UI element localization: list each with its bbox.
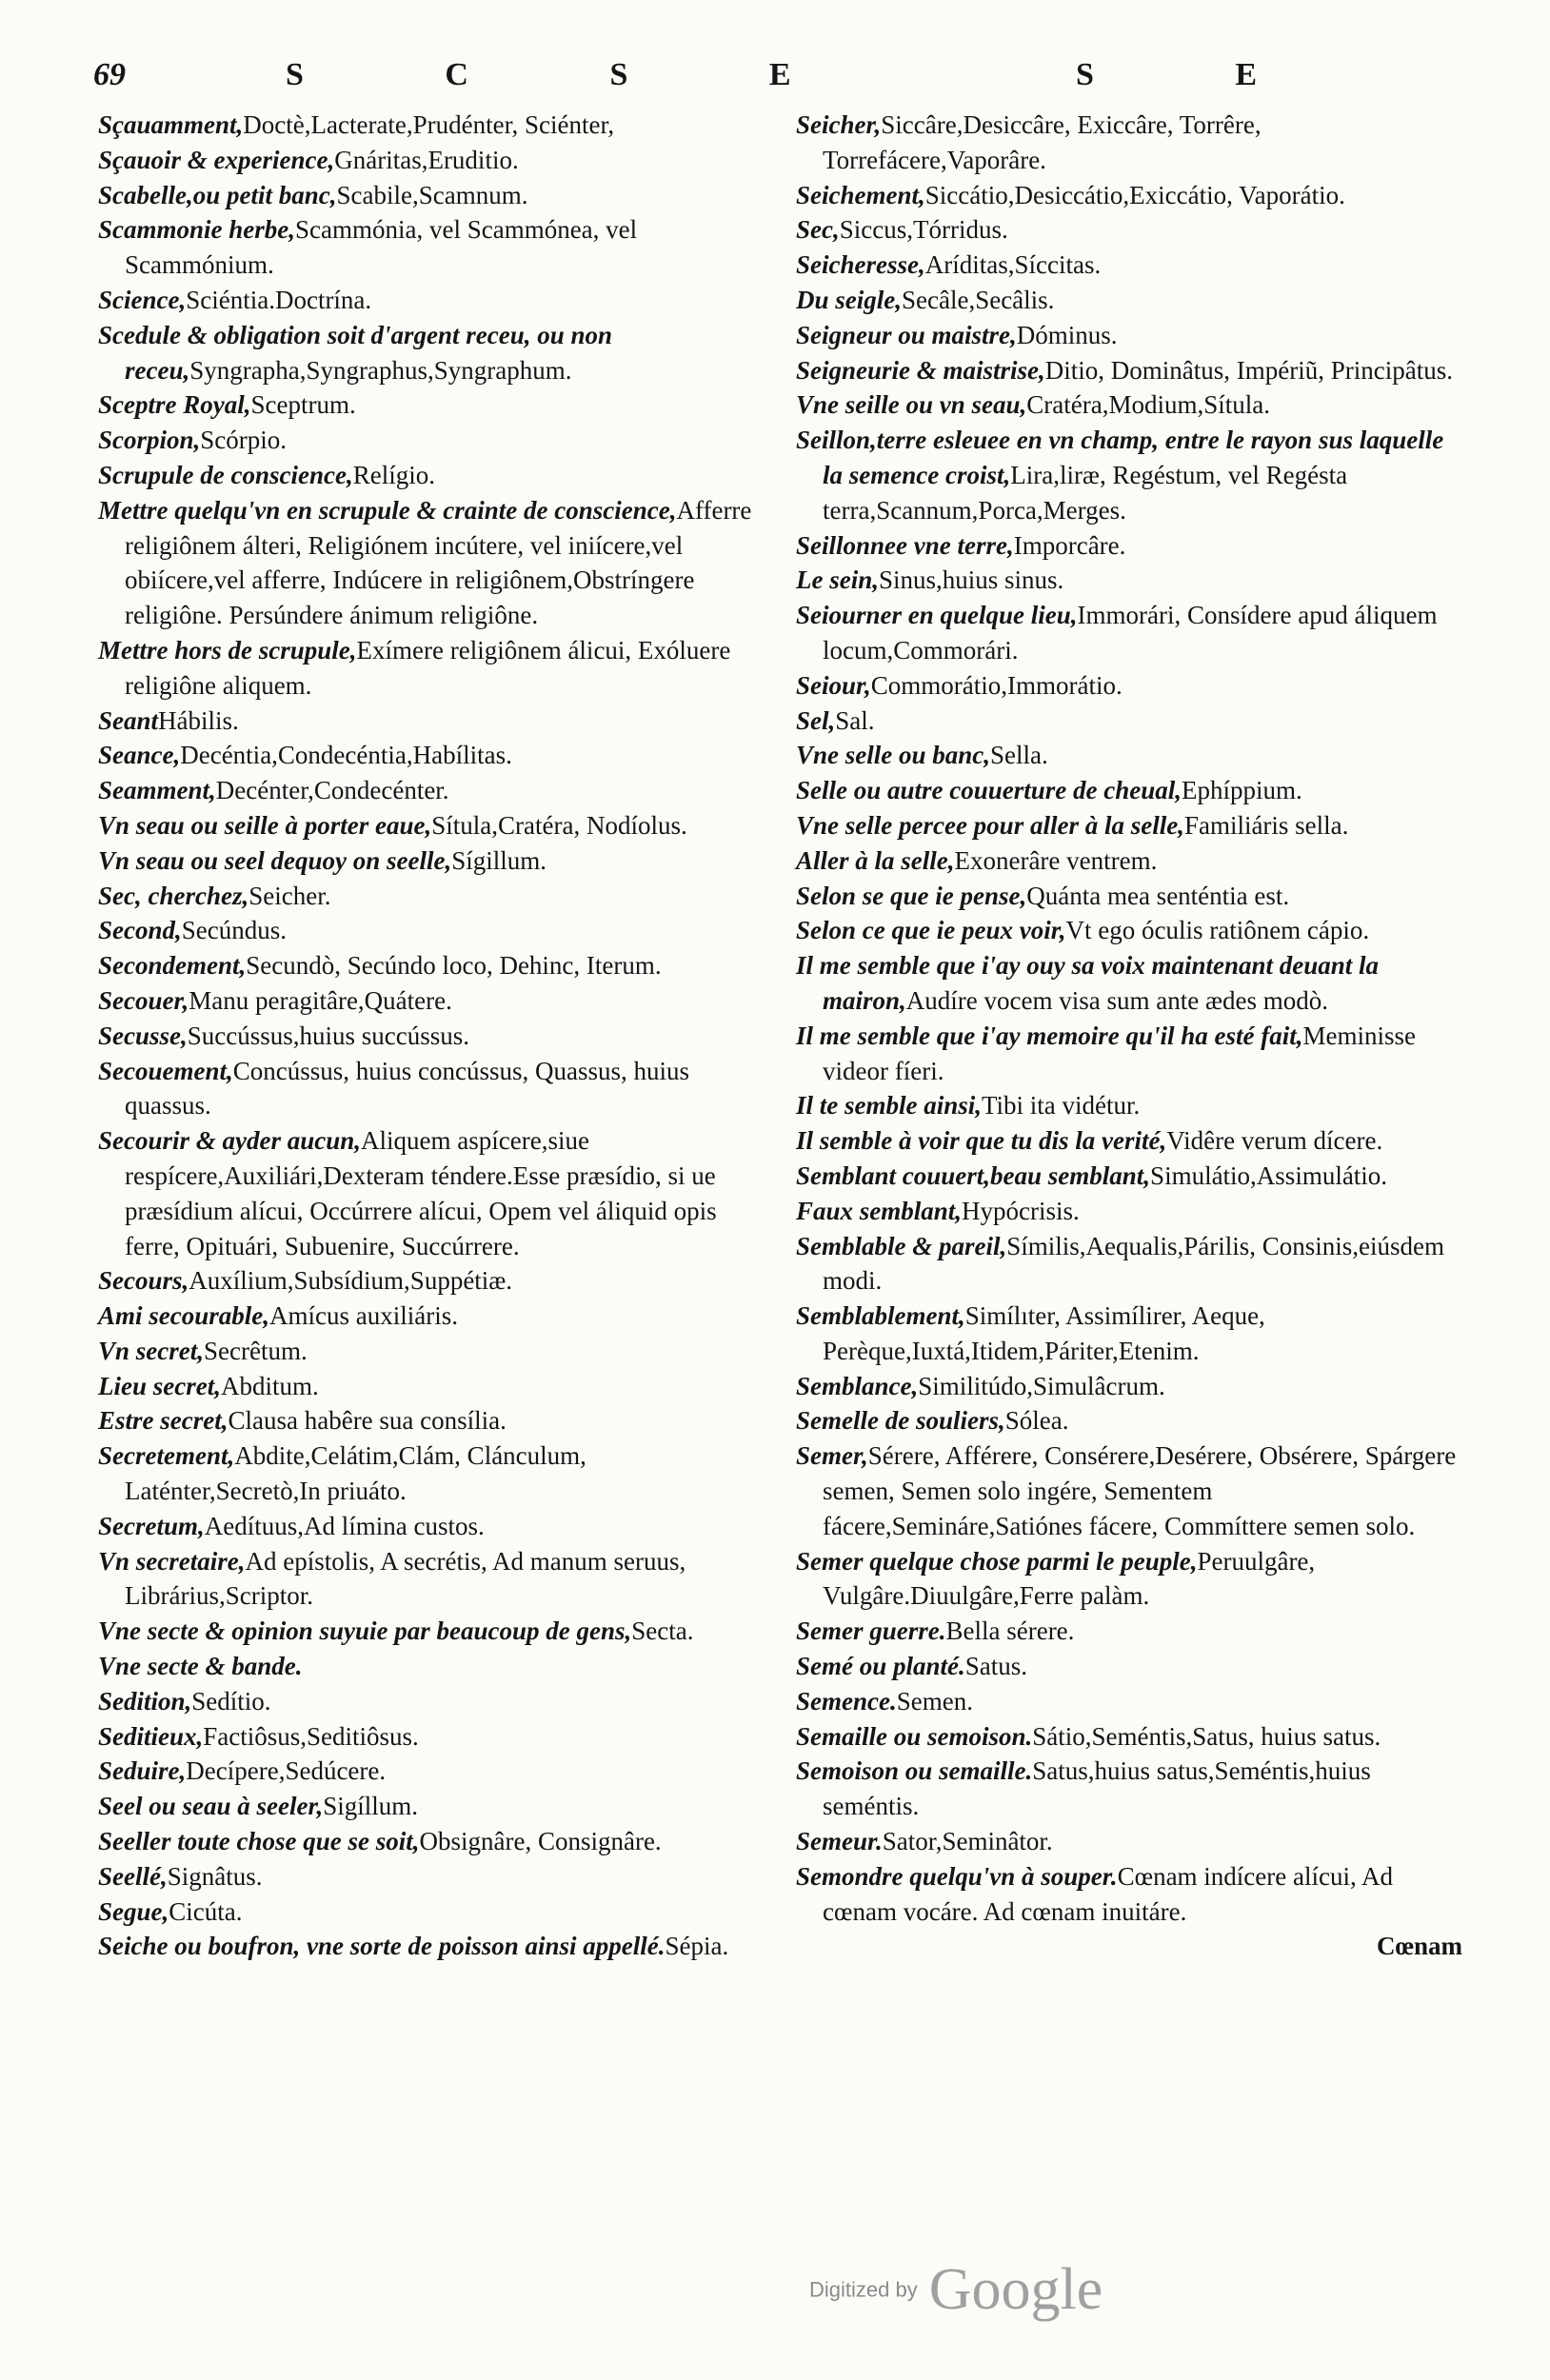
latin-gloss: Afferre religiônem álteri, Religiónem incútere, vel iniícere,vel obiícere,vel afferre, Indúcere in religiônem,Obstríngere religiône. Persúndere ánimum religiône.: [125, 495, 752, 630]
dictionary-entry: [796, 879, 1462, 914]
latin-gloss: Sépia.: [665, 1932, 729, 1961]
dictionary-entry: [98, 283, 765, 318]
dictionary-entry: [98, 1789, 765, 1824]
headword: Sec, cherchez,: [98, 881, 249, 910]
dictionary-entry: [796, 108, 1462, 178]
google-logo-text: Google: [928, 2257, 1103, 2322]
latin-gloss: Syngrapha,Syngraphus,Syngraphum.: [189, 355, 572, 385]
digitization-footer: [809, 2256, 1103, 2323]
headword: Vn seau ou seille à porter eaue,: [98, 810, 432, 840]
latin-gloss: Abdite,Celátim,Clám, Clánculum, Laténter,Secretò,In priuáto.: [125, 1441, 586, 1506]
dictionary-entry: [98, 1123, 765, 1263]
latin-gloss: Bella sérere.: [945, 1616, 1075, 1646]
dictionary-entry: [796, 387, 1462, 423]
latin-gloss: Cratéra,Modium,Sítula.: [1026, 390, 1270, 420]
dictionary-entry: [98, 983, 765, 1019]
page-number: 69: [93, 57, 126, 92]
latin-gloss: Satus.: [964, 1652, 1028, 1681]
headword: Du seigle,: [796, 285, 902, 314]
latin-gloss: Clausa habêre sua consília.: [228, 1406, 507, 1436]
latin-gloss: Decéntia,Condecéntia,Habílitas.: [180, 741, 512, 770]
latin-gloss: Secta.: [631, 1616, 694, 1646]
dictionary-entry: [796, 948, 1462, 1019]
headword: Seamment,: [98, 776, 216, 805]
headword: Semer,: [796, 1441, 868, 1471]
headword: Seicheresse,: [796, 250, 925, 280]
latin-gloss: Immorári, Consídere apud áliquem locum,Commorári.: [823, 601, 1438, 664]
dictionary-entry: [98, 1684, 765, 1719]
latin-gloss: Sigíllum.: [323, 1792, 419, 1821]
headword: Secretum,: [98, 1511, 205, 1540]
headword: Scorpion,: [98, 426, 201, 455]
latin-gloss: Auxílium,Subsídium,Suppétiæ.: [189, 1266, 513, 1296]
latin-gloss: Sella.: [990, 741, 1048, 770]
headword: Seiour,: [796, 670, 871, 700]
latin-gloss: Sígillum.: [451, 845, 547, 875]
latin-gloss: Simulátio,Assimulátio.: [1150, 1160, 1388, 1190]
dictionary-entry: [796, 913, 1462, 948]
headword: Seellé,: [98, 1861, 168, 1891]
latin-gloss: Abditum.: [220, 1371, 319, 1400]
dictionary-entry: [796, 1123, 1462, 1159]
dictionary-entry: [796, 563, 1462, 598]
dictionary-entry: [98, 1649, 765, 1684]
headword: Selon ce que ie peux voir,: [796, 916, 1066, 945]
latin-gloss: Cicúta.: [169, 1896, 243, 1926]
dictionary-entry: [796, 738, 1462, 773]
latin-gloss: Scammónia, vel Scammónea, vel Scammónium.: [125, 215, 638, 280]
dictionary-entry: [796, 353, 1462, 388]
latin-gloss: Secâle,Secâlis.: [902, 285, 1055, 314]
latin-gloss: Hábilis.: [158, 705, 239, 735]
dictionary-entry: [796, 1369, 1462, 1404]
latin-gloss: Satus,huius satus,Seméntis,huius seméntis.: [823, 1756, 1371, 1821]
dictionary-entry: [98, 1369, 765, 1404]
catchword: Cœnam: [1376, 1932, 1462, 1961]
dictionary-entry: [98, 948, 765, 983]
headword: Vn secretaire,: [98, 1546, 246, 1576]
running-head-right: S E: [1076, 57, 1324, 92]
dictionary-entry: [98, 738, 765, 773]
headword: Semondre quelqu'vn à souper.: [796, 1861, 1118, 1891]
dictionary-entry: [98, 143, 765, 178]
dictionary-entry: [796, 1859, 1462, 1930]
dictionary-entry: [98, 458, 765, 493]
headword: Semaille ou semoison.: [796, 1721, 1033, 1751]
headword: Selle ou autre couuerture de cheual,: [796, 776, 1182, 805]
latin-gloss: Scabile,Scamnum.: [336, 180, 528, 209]
headword: Sçauoir & experience,: [98, 145, 335, 174]
dictionary-entry: [796, 1438, 1462, 1543]
headword: Seiche ou boufron, vne sorte de poisson ainsi appellé.: [98, 1932, 666, 1961]
dictionary-entry: [98, 1438, 765, 1509]
headword: Segue,: [98, 1896, 169, 1926]
latin-gloss: Peruulgâre, Vulgâre.Diuulgâre,Ferre palàm.: [823, 1546, 1316, 1611]
latin-gloss: Simílıter, Assimílirer, Aeque, Perèque,Iuxtá,Itidem,Páriter,Etenim.: [823, 1301, 1265, 1365]
dictionary-entry: [796, 1088, 1462, 1123]
latin-gloss: Exonerâre ventrem.: [954, 845, 1158, 875]
latin-gloss: Siccátio,Desiccátio,Exiccátio, Vaporátio.: [924, 180, 1345, 209]
digitized-by-label: Digitized by: [809, 2277, 918, 2302]
headword: Seicher,: [796, 110, 882, 139]
headword: Sel,: [796, 705, 836, 735]
dictionary-entry: [796, 773, 1462, 808]
latin-gloss: Sátio,Seméntis,Satus, huius satus.: [1032, 1721, 1381, 1751]
headword: Seditieux,: [98, 1721, 204, 1751]
dictionary-entry: [796, 1649, 1462, 1684]
headword: Sçauamment,: [98, 110, 244, 139]
latin-gloss: Siccus,Tórridus.: [839, 215, 1008, 245]
latin-gloss: Sérere, Afférere, Consérere,Desérere, Obsérere, Spárgere semen, Semen solo ingére, Sementem fácere,Semináre,Satiónes fácere, Commíttere semen solo.: [823, 1441, 1457, 1540]
latin-gloss: Hypócrisis.: [962, 1196, 1080, 1225]
latin-gloss: Decénter,Condecénter.: [215, 776, 449, 805]
latin-gloss: Sceptrum.: [250, 390, 356, 420]
dictionary-entry: [98, 704, 765, 739]
headword: Semblablement,: [796, 1301, 965, 1331]
latin-gloss: Cœnam indícere alícui, Ad cœnam vocáre. Ad cœnam inuitáre.: [823, 1861, 1393, 1926]
latin-gloss: Ad epístolis, A secrétis, Ad manum seruus, Librárius,Scriptor.: [125, 1546, 686, 1611]
headword: Semblable & pareil,: [796, 1231, 1007, 1260]
headword: Vne selle percee pour aller à la selle,: [796, 810, 1184, 840]
dictionary-entry: [796, 318, 1462, 353]
latin-gloss: Semen.: [896, 1686, 973, 1716]
headword: Scabelle,ou petit banc,: [98, 180, 337, 209]
headword: Secusse,: [98, 1021, 188, 1050]
latin-gloss: Ephíppium.: [1182, 776, 1302, 805]
dictionary-entry: [98, 1859, 765, 1894]
dictionary-entry: [796, 1019, 1462, 1089]
headword: Secourir & ayder aucun,: [98, 1126, 362, 1156]
latin-gloss: Secrêtum.: [204, 1336, 308, 1365]
headword: Scrupule de conscience,: [98, 460, 353, 489]
latin-gloss: Tibi ita vidétur.: [982, 1091, 1141, 1121]
latin-gloss: Similitúdo,Simulâcrum.: [918, 1371, 1165, 1400]
dictionary-entry: [796, 668, 1462, 704]
latin-gloss: Imporcâre.: [1013, 530, 1126, 560]
dictionary-entry: [796, 1824, 1462, 1859]
headword: Semence.: [796, 1686, 897, 1716]
left-column: [98, 108, 765, 1964]
headword: Vn secret,: [98, 1336, 204, 1365]
headword: Mettre hors de scrupule,: [98, 635, 357, 664]
headword: Seillonnee vne terre,: [796, 530, 1014, 560]
headword: Seance,: [98, 741, 181, 770]
page-header: [0, 57, 1550, 105]
dictionary-entry: [796, 1403, 1462, 1438]
latin-gloss: Secundò, Secúndo loco, Dehinc, Iterum.: [246, 951, 662, 981]
dictionary-entry: [98, 1509, 765, 1544]
headword: Estre secret,: [98, 1406, 229, 1436]
dictionary-entry: [98, 493, 765, 633]
latin-gloss: Aríditas,Síccitas.: [924, 250, 1102, 280]
headword: Secouement,: [98, 1056, 233, 1085]
latin-gloss: Sedítio.: [191, 1686, 271, 1716]
dictionary-entry: [796, 843, 1462, 879]
dictionary-entry: [796, 808, 1462, 843]
headword: Second,: [98, 916, 182, 945]
latin-gloss: Lira,liræ, Regéstum, vel Regésta terra,Scannum,Porca,Merges.: [823, 460, 1348, 525]
latin-gloss: Concússus, huius concússus, Quassus, huius quassus.: [125, 1056, 690, 1121]
dictionary-entry: [98, 1824, 765, 1859]
latin-gloss: Vidêre verum dícere.: [1166, 1126, 1383, 1156]
headword: Semblant couuert,beau semblant,: [796, 1160, 1151, 1190]
latin-gloss: Succússus,huius succússus.: [187, 1021, 470, 1050]
latin-gloss: Sólea.: [1004, 1406, 1069, 1436]
latin-gloss: Doctè,Lacterate,Prudénter, Sciénter,: [243, 110, 615, 139]
dictionary-entry: [796, 598, 1462, 668]
latin-gloss: Sal.: [835, 705, 875, 735]
headword: Secouer,: [98, 985, 189, 1015]
latin-gloss: Signâtus.: [167, 1861, 263, 1891]
headword: Faux semblant,: [796, 1196, 963, 1225]
latin-gloss: Exímere religiônem álicui, Exóluere religiône aliquem.: [125, 635, 731, 700]
dictionary-entry: [98, 1929, 765, 1964]
latin-gloss: Familiáris sella.: [1183, 810, 1349, 840]
dictionary-entry: [796, 704, 1462, 739]
latin-gloss: Sator,Seminâtor.: [882, 1827, 1053, 1856]
latin-gloss: Quánta mea senténtia est.: [1026, 881, 1290, 910]
dictionary-entry: [796, 1159, 1462, 1194]
latin-gloss: Ditio, Dominâtus, Impériũ, Principâtus.: [1044, 355, 1453, 385]
dictionary-entry: [98, 423, 765, 458]
latin-gloss: Meminisse videor fíeri.: [823, 1021, 1416, 1085]
headword: Semeur.: [796, 1827, 883, 1856]
headword: Seichement,: [796, 180, 925, 209]
headword: Seigneur ou maistre,: [796, 320, 1017, 349]
headword: Vne secte & opinion suyuie par beaucoup de gens,: [98, 1616, 632, 1646]
latin-gloss: Relígio.: [352, 460, 435, 489]
headword: Sceptre Royal,: [98, 390, 251, 420]
dictionary-entry: [796, 1544, 1462, 1615]
headword: Seel ou seau à seeler,: [98, 1792, 324, 1821]
latin-gloss: Obsignâre, Consignâre.: [419, 1827, 662, 1856]
headword: Ami secourable,: [98, 1301, 269, 1331]
dictionary-entry: [98, 843, 765, 879]
latin-gloss: Vt ego óculis ratiônem cápio.: [1065, 916, 1370, 945]
headword: Scedule & obligation soit d'argent receu, ou non receu,: [98, 320, 613, 385]
headword: Semelle de souliers,: [796, 1406, 1005, 1436]
headword: Semblance,: [796, 1371, 919, 1400]
dictionary-entry: [98, 1054, 765, 1124]
latin-gloss: Aliquem aspícere,siue respícere,Auxiliári,Dexteram téndere.Esse præsídio, si ue præsídium alícui, Occúrrere alícui, Opem vel áliquid opis ferre, Opituári, Subuenire, Succúrrere.: [125, 1126, 717, 1260]
right-column: [796, 108, 1462, 1964]
latin-gloss: Commorátio,Immorátio.: [870, 670, 1123, 700]
dictionary-entry: [98, 387, 765, 423]
headword: Vne selle ou banc,: [796, 741, 991, 770]
headword: Sedition,: [98, 1686, 192, 1716]
dictionary-entry: [98, 913, 765, 948]
latin-gloss: Factiôsus,Seditiôsus.: [203, 1721, 419, 1751]
latin-gloss: Seicher.: [248, 881, 331, 910]
dictionary-entry: [796, 248, 1462, 283]
headword: Il te semble ainsi,: [796, 1091, 982, 1121]
headword: Vne secte & bande.: [98, 1652, 303, 1681]
dictionary-entry: [98, 1754, 765, 1789]
dictionary-entry: [796, 178, 1462, 213]
dictionary-entry: [98, 1719, 765, 1755]
latin-gloss: Sinus,huius sinus.: [879, 565, 1064, 595]
latin-gloss: Sítula,Cratéra, Nodíolus.: [431, 810, 687, 840]
dictionary-entry: [98, 1544, 765, 1615]
dictionary-entry: [796, 1299, 1462, 1369]
dictionary-entry: [796, 1684, 1462, 1719]
latin-gloss: Decípere,Sedúcere.: [186, 1756, 387, 1786]
latin-gloss: Símilis,Aequalis,Párilis, Consinis,eiúsdem modi.: [823, 1231, 1444, 1296]
dictionary-entry: [98, 1614, 765, 1649]
dictionary-entry: [796, 212, 1462, 248]
headword: Secours,: [98, 1266, 189, 1296]
dictionary-entry: [98, 318, 765, 388]
headword: Seillon,terre esleuee en vn champ, entre le rayon sus laquelle la semence croist,: [796, 426, 1444, 489]
headword: Secretement,: [98, 1441, 235, 1471]
dictionary-entry: [796, 1194, 1462, 1229]
headword: Seeller toute chose que se soit,: [98, 1827, 420, 1856]
headword: Semoison ou semaille.: [796, 1756, 1033, 1786]
dictionary-entry: [98, 1019, 765, 1054]
headword: Vn seau ou seel dequoy on seelle,: [98, 845, 452, 875]
headword: Secondement,: [98, 951, 247, 981]
latin-gloss: Sciéntia.Doctrína.: [186, 285, 372, 314]
dictionary-entry: [98, 1263, 765, 1299]
dictionary-entry: [98, 212, 765, 283]
latin-gloss: Audíre vocem visa sum ante ædes modò.: [905, 985, 1328, 1015]
dictionary-entry: [98, 879, 765, 914]
latin-gloss: Dóminus.: [1016, 320, 1118, 349]
latin-gloss: Siccâre,Desiccâre, Exiccâre, Torrêre, Torrefácere,Vaporâre.: [823, 110, 1262, 174]
headword: Seigneurie & maistrise,: [796, 355, 1045, 385]
headword: Sec,: [796, 215, 840, 245]
headword: Mettre quelqu'vn en scrupule & crainte de conscience,: [98, 495, 677, 525]
headword: Seduire,: [98, 1756, 187, 1786]
latin-gloss: Gnáritas,Eruditio.: [334, 145, 519, 174]
dictionary-entry: [98, 108, 765, 143]
headword: Il semble à voir que tu dis la verité,: [796, 1126, 1167, 1156]
headword: Scammonie herbe,: [98, 215, 295, 245]
dictionary-entry: [796, 1754, 1462, 1824]
dictionary-entry: [98, 1403, 765, 1438]
dictionary-entry: [796, 528, 1462, 564]
latin-gloss: Manu peragitâre,Quátere.: [189, 985, 452, 1015]
dictionary-entry: [98, 808, 765, 843]
latin-gloss: Secúndus.: [181, 916, 287, 945]
headword: Vne seille ou vn seau,: [796, 390, 1027, 420]
dictionary-entry: [796, 283, 1462, 318]
headword: Semer guerre.: [796, 1616, 946, 1646]
headword: Lieu secret,: [98, 1371, 221, 1400]
dictionary-entry: [98, 178, 765, 213]
latin-gloss: Amícus auxiliáris.: [269, 1301, 458, 1331]
headword: Selon se que ie pense,: [796, 881, 1027, 910]
headword: Il me semble que i'ay memoire qu'il ha esté fait,: [796, 1021, 1303, 1050]
headword: Le sein,: [796, 565, 879, 595]
headword: Science,: [98, 285, 187, 314]
headword: Aller à la selle,: [796, 845, 955, 875]
dictionary-entry: [98, 1334, 765, 1369]
dictionary-entry: [98, 1299, 765, 1334]
dictionary-entry: [796, 1614, 1462, 1649]
latin-gloss: Aedítuus,Ad límina custos.: [204, 1511, 485, 1540]
dictionary-entry: [98, 1894, 765, 1930]
headword: Seiourner en quelque lieu,: [796, 601, 1078, 630]
running-head-left: S C S E: [286, 57, 858, 92]
dictionary-entry: [98, 633, 765, 704]
headword: Semé ou planté.: [796, 1652, 965, 1681]
latin-gloss: Scórpio.: [200, 426, 288, 455]
dictionary-entry: [796, 1229, 1462, 1299]
dictionary-entry: [98, 773, 765, 808]
headword: Semer quelque chose parmi le peuple,: [796, 1546, 1198, 1576]
dictionary-entry: [796, 423, 1462, 527]
headword: Seant: [98, 705, 159, 735]
headword: Il me semble que i'ay ouy sa voix maintenant deuant la mairon,: [796, 951, 1380, 1015]
dictionary-entry: [796, 1719, 1462, 1755]
